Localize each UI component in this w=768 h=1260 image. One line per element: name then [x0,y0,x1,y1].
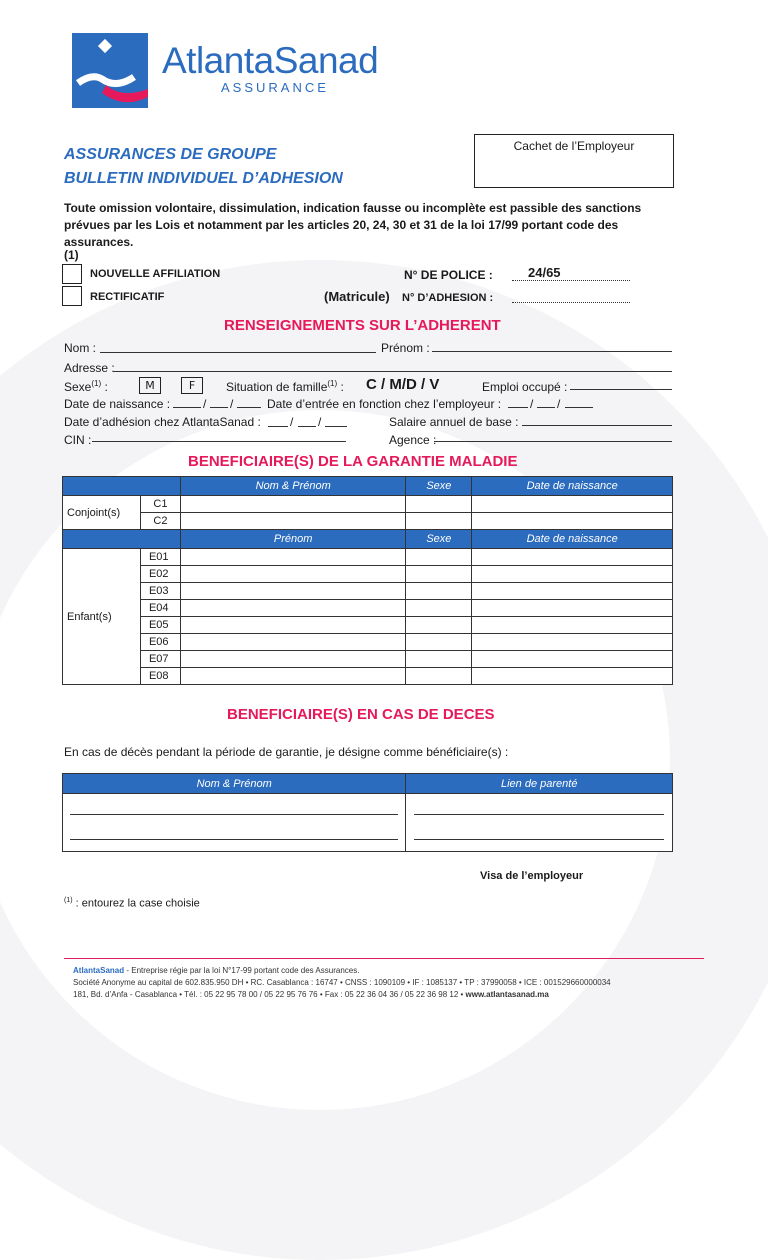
cell-input[interactable] [472,617,673,634]
cell-input[interactable] [406,600,472,617]
adhesion-mois[interactable] [298,426,316,427]
section-deces-title: BENEFICIAIRE(S) EN CAS DE DECES [227,706,495,723]
adresse-label: Adresse : [64,361,115,375]
brand-subtitle: ASSURANCE [221,80,329,95]
cell-input[interactable] [180,566,406,583]
cell-input[interactable] [180,496,406,513]
deces-lien-cell[interactable] [406,794,673,852]
table-header-blank [63,530,181,549]
row-label: E04 [140,600,180,617]
header-sexe: Sexe [406,477,472,496]
entree-annee[interactable] [565,407,593,408]
rectificatif-checkbox[interactable] [62,286,82,306]
sexe-m-box[interactable]: M [139,377,161,394]
enfant-label: Enfant(s) [63,549,141,685]
emploi-field[interactable] [570,389,672,390]
cell-input[interactable] [180,634,406,651]
nouvelle-affiliation-label: NOUVELLE AFFILIATION [90,268,221,280]
cin-field[interactable] [92,441,346,442]
adresse-field[interactable] [113,371,672,372]
employer-stamp-label: Cachet de l’Employeur [513,139,635,153]
entree-sep1: / [530,397,534,411]
cell-input[interactable] [180,651,406,668]
adhesion-sep1: / [290,415,294,429]
cell-input[interactable] [472,513,673,530]
cell-input[interactable] [472,496,673,513]
row-label: E02 [140,566,180,583]
deces-names-cell[interactable] [63,794,406,852]
nouvelle-affiliation-checkbox[interactable] [62,264,82,284]
legal-warning: Toute omission volontaire, dissimulation, indication fausse ou incomplète est passible des sanctions prévues par les Lois et notamment par les articles 20, 24, 30 et 31 de la loi 17/99 portant code des assurances. [64,201,642,249]
brand-name: AtlantaSanad [162,40,379,81]
cell-input[interactable] [406,496,472,513]
agence-field[interactable] [434,441,672,442]
deces-name-line-1[interactable] [70,814,398,815]
row-label: E05 [140,617,180,634]
maladie-table [62,476,673,685]
prenom-label: Prénom : [381,341,430,355]
nom-label: Nom : [64,341,97,355]
adhesion-jour[interactable] [268,426,288,427]
naissance-label: Date de naissance : [64,397,171,411]
cell-input[interactable] [180,668,406,685]
rectificatif-label: RECTIFICATIF [90,291,165,303]
deces-intro: En cas de décès pendant la période de garantie, je désigne comme bénéficiaire(s) : [64,745,509,759]
entree-sep2: / [557,397,561,411]
row-label: C1 [140,496,180,513]
sexe-label: Sexe$^{(1)}$ : [64,379,108,394]
footer-website-link[interactable]: www.atlantasanad.ma [465,990,549,999]
table-header-blank [63,477,181,496]
deces-lien-line-2[interactable] [414,839,664,840]
cell-input[interactable] [406,634,472,651]
cell-input[interactable] [472,583,673,600]
footer-divider [64,958,704,959]
footer-line-2: Société Anonyme au capital de 602.835.950 DH • RC. Casablanca : 16747 • CNSS : 1090109 • IF : 1085137 • TP : 37990058 • ICE : 001529660000034 [73,978,611,987]
situation-value[interactable]: C / M/D / V [366,376,440,393]
footer-line-1: AtlantaSanad - Entreprise régie par la loi N°17-99 portant code des Assurances. [73,966,360,975]
row-label: C2 [140,513,180,530]
deces-name-line-2[interactable] [70,839,398,840]
cell-input[interactable] [472,600,673,617]
agence-label: Agence : [389,433,437,447]
police-field[interactable] [512,280,630,281]
deces-lien-line-1[interactable] [414,814,664,815]
row-label: E08 [140,668,180,685]
cell-input[interactable] [472,634,673,651]
note-ref: (1) [64,248,79,262]
emploi-label: Emploi occupé : [482,380,568,394]
form-title-bulletin: BULLETIN INDIVIDUEL D’ADHESION [64,170,343,187]
footnote: $^{(1)}$ : entourez la case choisie [64,897,200,910]
footer-line-3: 181, Bd. d’Anfa - Casablanca • Tél. : 05 22 95 78 00 / 05 22 95 76 76 • Fax : 05 22 36 04 36 / 05 22 36 98 12 • www.atlantasanad.ma [73,990,549,999]
naissance-annee[interactable] [237,407,261,408]
header-date-naissance: Date de naissance [472,530,673,549]
salaire-field[interactable] [522,425,672,426]
adhesion-date-label: Date d’adhésion chez AtlantaSanad : [64,415,261,429]
police-label: N° DE POLICE : [404,268,493,282]
nom-field[interactable] [100,352,376,353]
entree-jour[interactable] [508,407,528,408]
logo-icon [72,33,148,108]
cell-input[interactable] [180,617,406,634]
cell-input[interactable] [180,513,406,530]
row-label: E01 [140,549,180,566]
adhesion-annee[interactable] [325,426,347,427]
section-maladie-title: BENEFICIAIRE(S) DE LA GARANTIE MALADIE [188,453,518,470]
deces-table [62,773,673,852]
cell-input[interactable] [406,583,472,600]
header-date-naissance: Date de naissance [472,477,673,496]
header-sexe: Sexe [406,530,472,549]
conjoint-label: Conjoint(s) [63,496,141,530]
cell-input[interactable] [180,600,406,617]
section-adherent-title: RENSEIGNEMENTS SUR L’ADHERENT [224,317,501,334]
visa-employeur: Visa de l’employeur [480,870,584,882]
entree-label: Date d’entrée en fonction chez l’employeur : [267,397,502,411]
header-prenom: Prénom [180,530,406,549]
form-title-group: ASSURANCES DE GROUPE [64,146,277,163]
cell-input[interactable] [180,583,406,600]
prenom-field[interactable] [432,351,672,352]
cell-input[interactable] [406,566,472,583]
row-label: E06 [140,634,180,651]
adhesion-label: N° D’ADHESION : [402,292,494,304]
cell-input[interactable] [406,617,472,634]
cin-label: CIN : [64,433,92,447]
cell-input[interactable] [472,549,673,566]
cell-input[interactable] [180,549,406,566]
header-nom-prenom: Nom & Prénom [180,477,406,496]
salaire-label: Salaire annuel de base : [389,415,519,429]
header-lien-parente: Lien de parenté [406,774,673,794]
naissance-mois[interactable] [210,407,228,408]
cell-input[interactable] [472,566,673,583]
sexe-f-box[interactable]: F [181,377,203,394]
employer-stamp-box[interactable] [474,134,674,188]
cell-input[interactable] [406,513,472,530]
cell-input[interactable] [406,651,472,668]
row-label: E07 [140,651,180,668]
matricule-label: (Matricule) [324,289,390,304]
cell-input[interactable] [406,668,472,685]
naissance-jour[interactable] [173,407,201,408]
cell-input[interactable] [472,668,673,685]
naissance-sep1: / [203,397,207,411]
cell-input[interactable] [406,549,472,566]
adhesion-field[interactable] [512,302,630,303]
header-nom-prenom: Nom & Prénom [63,774,406,794]
situation-label: Situation de famille$^{(1)}$ : [226,379,344,394]
cell-input[interactable] [472,651,673,668]
row-label: E03 [140,583,180,600]
police-value: 24/65 [528,265,561,280]
adhesion-sep2: / [318,415,322,429]
naissance-sep2: / [230,397,234,411]
entree-mois[interactable] [537,407,555,408]
